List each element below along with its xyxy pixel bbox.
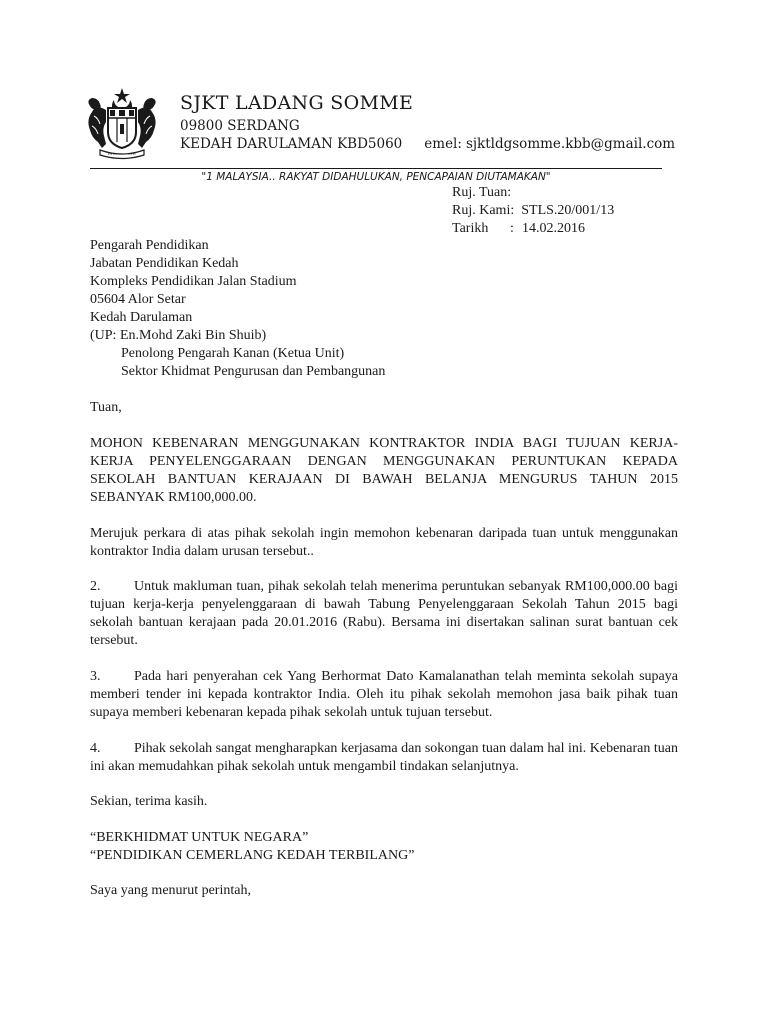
header-motto: "1 MALAYSIA.. RAKYAT DIDAHULUKAN, PENCAPAIAN DIUTAMAKAN" <box>201 171 551 183</box>
ruj-tuan-label: Ruj. Tuan: <box>452 185 512 200</box>
paragraph-text: Pihak sekolah sangat mengharapkan kerjasama dan sokongan tuan dalam hal ini. Kebenaran tuan ini akan memudahkan pihak sekolah untuk mengambil tindakan selanjutnya. <box>90 741 678 774</box>
ruj-kami-label: Ruj. Kami: <box>452 203 515 218</box>
reference-block <box>452 184 614 238</box>
address-line-postcode: 09800 SERDANG <box>180 118 300 134</box>
recipient-attention: (UP: En.Mohd Zaki Bin Shuib) <box>90 328 267 343</box>
paragraph-number: 2. <box>90 579 101 594</box>
malaysia-coat-of-arms-icon <box>80 86 164 160</box>
recipient-address <box>90 237 678 381</box>
paragraph-2 <box>90 578 678 650</box>
header-divider <box>90 168 662 169</box>
ref-row-ruj-kami <box>452 202 614 220</box>
email-label: emel: <box>424 136 462 152</box>
slogan-block <box>90 829 678 865</box>
paragraph-text: Pada hari penyerahan cek Yang Berhormat Dato Kamalanathan telah meminta sekolah supaya memberi tender ini kepada kontraktor India. Oleh itu pihak sekolah memohon jasa baik pihak tuan supaya memberi kebenaran kepada pihak sekolah untuk tujuan tersebut. <box>90 669 678 720</box>
paragraph-number: 4. <box>90 741 101 756</box>
address-line-state <box>180 136 675 152</box>
paragraph-4 <box>90 740 678 776</box>
email-address: sjktldgsomme.kbb@gmail.com <box>465 136 676 152</box>
tarikh-value: 14.02.2016 <box>522 221 585 236</box>
slogan-line: “BERKHIDMAT UNTUK NEGARA” <box>90 830 309 845</box>
address-state-text: KEDAH DARULAMAN KBD5060 <box>180 136 403 152</box>
recipient-title: Penolong Pengarah Kanan (Ketua Unit) <box>121 346 345 361</box>
recipient-line: Pengarah Pendidikan <box>90 238 209 253</box>
closing-line: Sekian, terima kasih. <box>90 794 208 809</box>
signoff-line: Saya yang menurut perintah, <box>90 883 251 898</box>
ref-row-ruj-tuan <box>452 184 614 202</box>
slogan-line: “PENDIDIKAN CEMERLANG KEDAH TERBILANG” <box>90 848 415 863</box>
recipient-sector: Sektor Khidmat Pengurusan dan Pembangunan <box>121 364 386 379</box>
letter-subject: MOHON KEBENARAN MENGGUNAKAN KONTRAKTOR INDIA BAGI TUJUAN KERJA-KERJA PENYELENGGARAAN DENGAN MENGGUNAKAN PERUNTUKAN KEPADA SEKOLAH BANTUAN KERAJAAN DI BAWAH BELANJA MENGURUS TAHUN 2015 SEBANYAK RM100,000.00. <box>90 436 678 505</box>
paragraph-3 <box>90 668 678 722</box>
recipient-line: Jabatan Pendidikan Kedah <box>90 256 239 271</box>
paragraph-number: 3. <box>90 669 101 684</box>
school-name: SJKT LADANG SOMME <box>180 92 414 114</box>
paragraph-text: Untuk makluman tuan, pihak sekolah telah menerima peruntukan sebanyak RM100,000.00 bagi tujuan kerja-kerja penyelenggaraan di bawah Tabung Penyelenggaraan Sekolah Tahun 2015 bagi sekolah bantuan kerajaan pada 20.01.2016 (Rabu). Bersama ini disertakan salinan surat bantuan cek tersebut. <box>90 579 678 648</box>
tarikh-label: Tarikh <box>452 221 489 236</box>
paragraph-1: Merujuk perkara di atas pihak sekolah ingin memohon kebenaran daripada tuan untuk menggunakan kontraktor India dalam urusan tersebut.. <box>90 526 678 559</box>
recipient-line: 05604 Alor Setar <box>90 292 186 307</box>
ref-row-tarikh <box>452 220 614 238</box>
recipient-line: Kompleks Pendidikan Jalan Stadium <box>90 274 297 289</box>
salutation: Tuan, <box>90 400 122 415</box>
ruj-kami-value: STLS.20/001/13 <box>521 203 615 218</box>
tarikh-separator: : <box>510 221 514 236</box>
recipient-line: Kedah Darulaman <box>90 310 193 325</box>
